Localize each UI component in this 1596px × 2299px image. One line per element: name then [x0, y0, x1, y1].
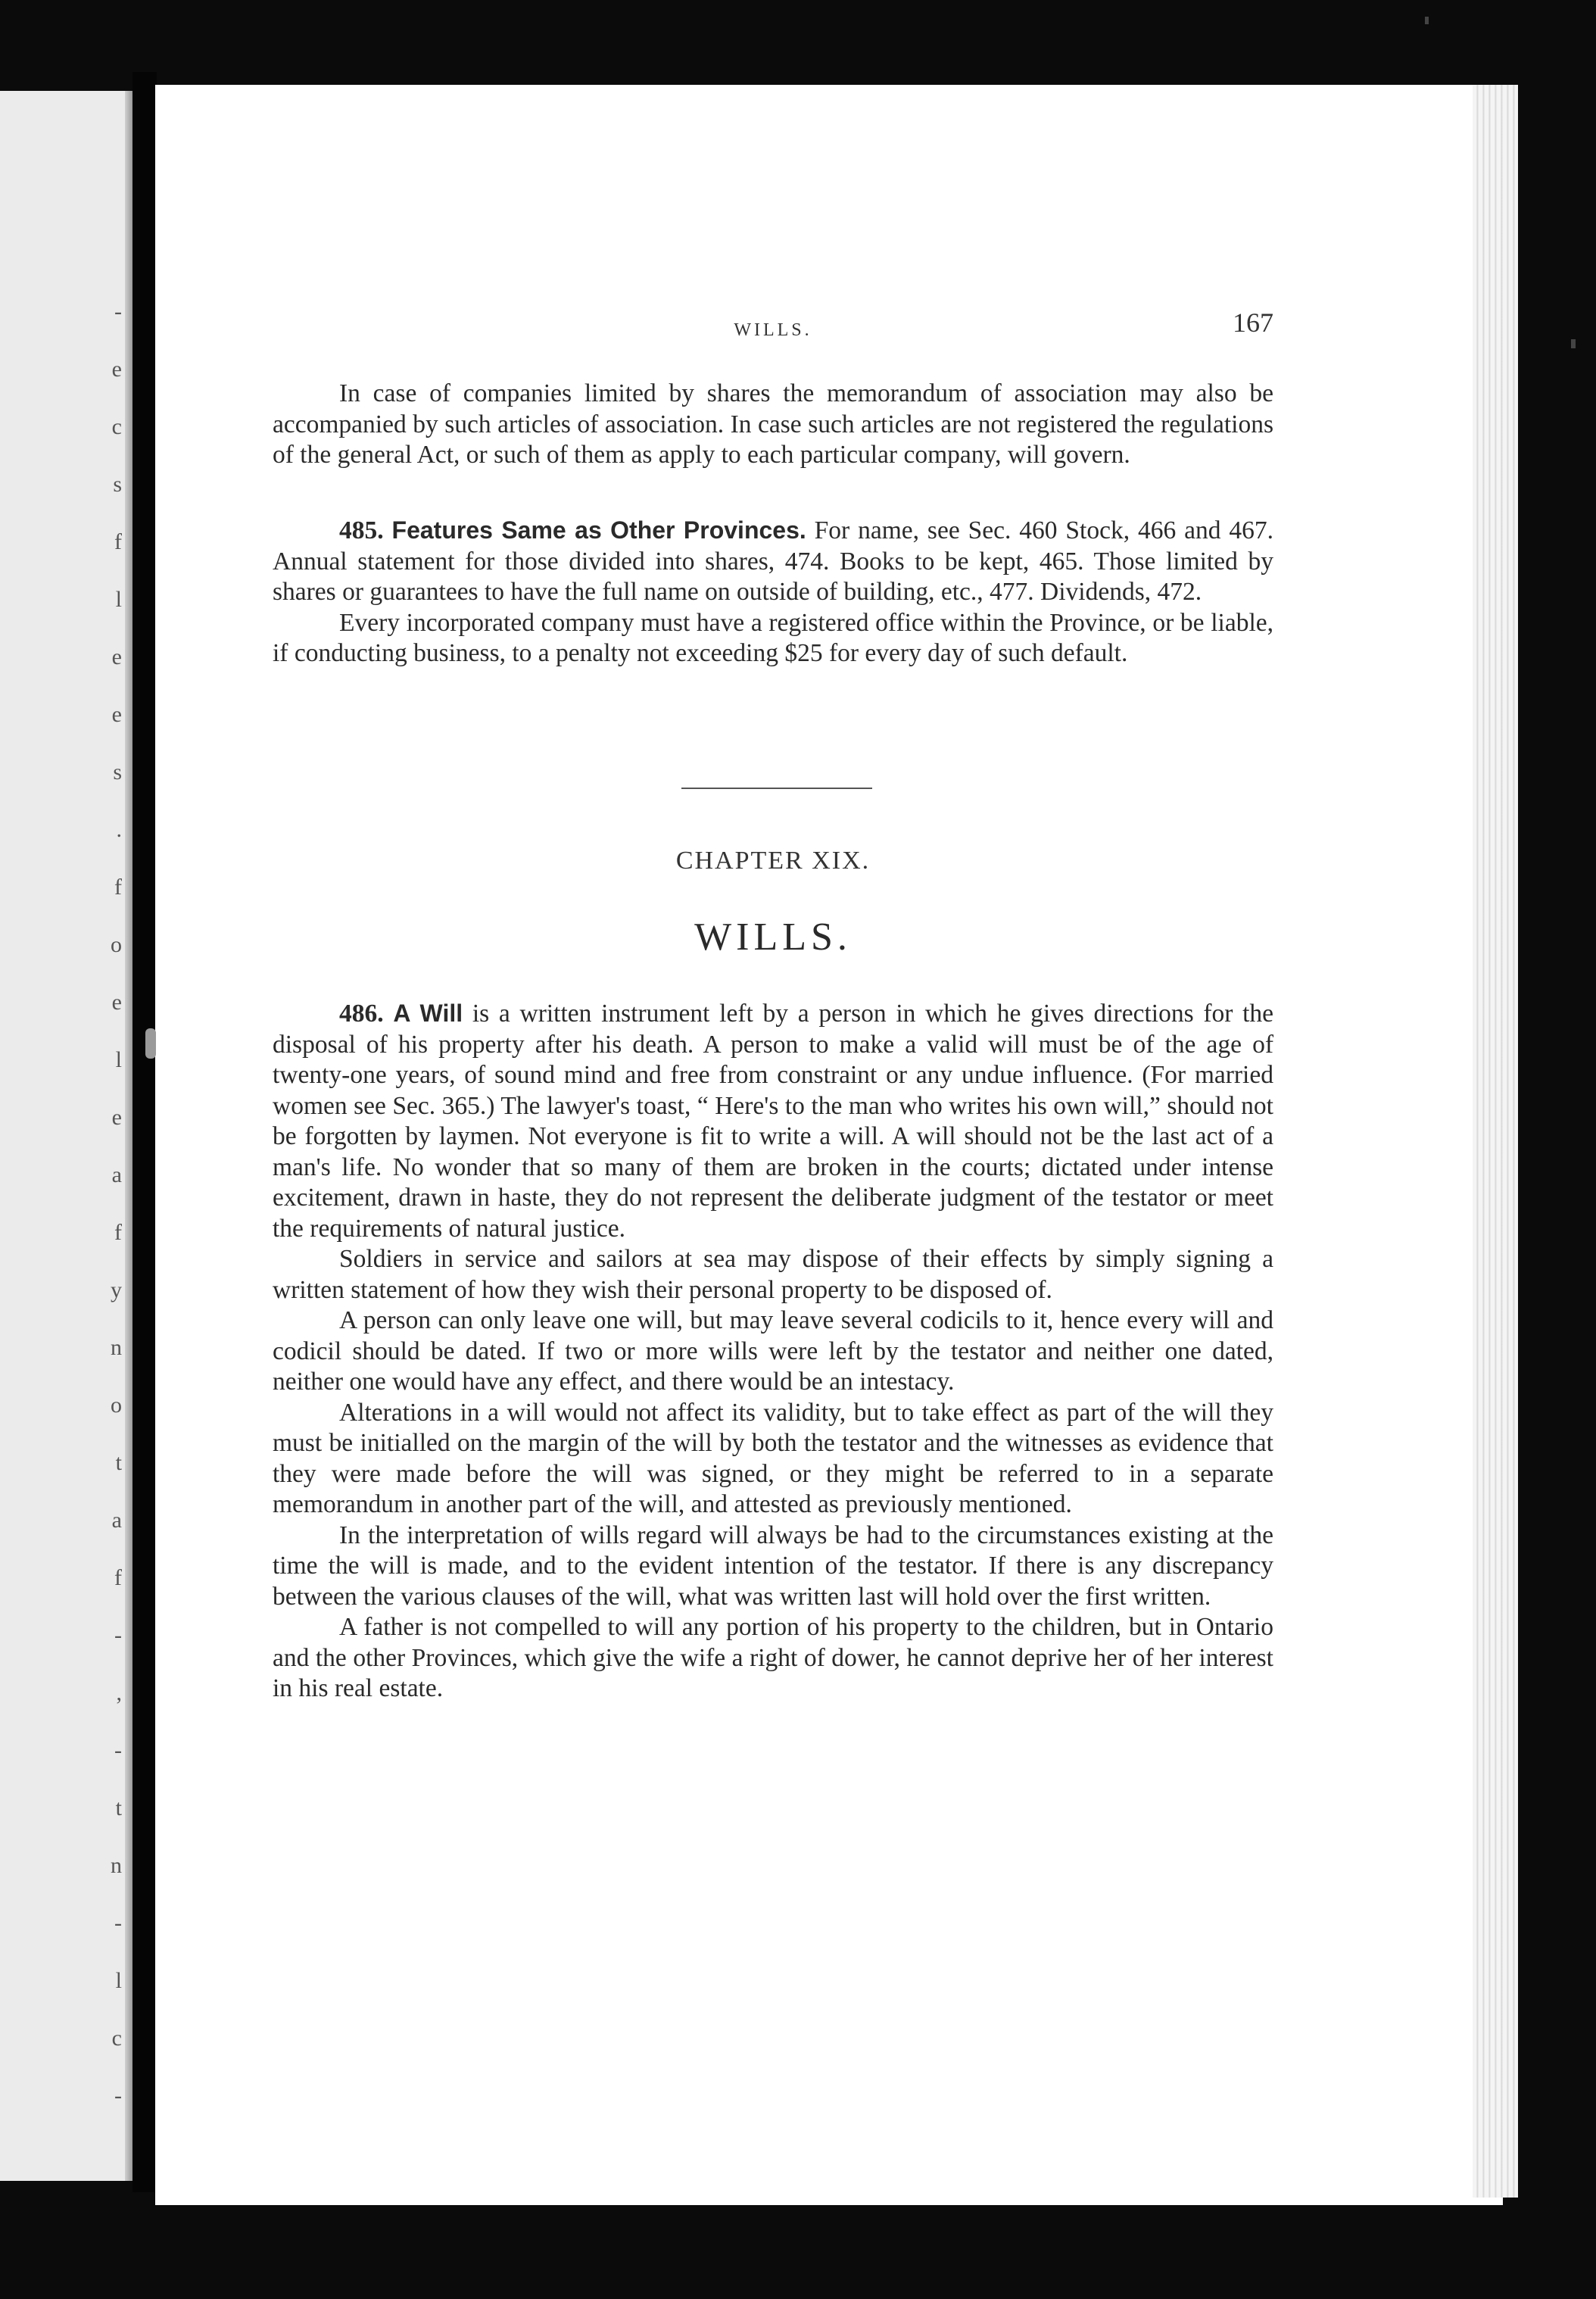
section-486-body: is a written instrument left by a person in which he gives directions for the disposal of his property after his death. A person to make a valid will must be of the age of twenty-one years, of sound mind and free from constraint or any undue influence. (For married women see Sec. 365.) The lawyer's toast, “ Here's to the man who writes his own will,” should not be forgotten by laymen. Not everyone is fit to write a will. A will should not be the last act of a man's life. No wonder that so many of them are broken in the courts; dictated under intense excitement, drawn in haste, they do not represent the deliberate judgment of the testator or meet the requirements of natural justice. [273, 1000, 1274, 1243]
left-page-margin-char: f [114, 875, 122, 900]
left-page-margin-char: n [111, 1335, 122, 1360]
left-page-margin-char: s [113, 760, 122, 785]
left-page-margin-char: e [111, 990, 122, 1015]
left-page-edge [0, 91, 132, 2181]
section-486-heading: A Will [393, 1000, 463, 1027]
left-page-margin-char: - [114, 1911, 122, 1936]
running-title: WILLS. [734, 320, 812, 340]
left-page-margin-char: o [111, 1393, 122, 1418]
scan-speck [1571, 339, 1576, 348]
left-page-margin-char: s [113, 472, 122, 497]
left-page-margin-char: e [111, 1105, 122, 1130]
section-486-paragraph [273, 998, 1273, 1244]
intro-paragraph: In case of companies limited by shares the memorandum of association may also be accompanied by such articles of association. In case such articles are not registered the regulations of the general Act, or such of them as apply to each particular company, will govern. [273, 379, 1273, 469]
section-486-paragraph-3: A person can only leave one will, but may leave several codicils to it, hence every will and codicil should be dated. If two or more wills were left by the testator and neither one dated, neither one would have any effect, and there would be an intestacy. [273, 1306, 1273, 1396]
chapter-title: WILLS. [694, 916, 852, 959]
left-page-margin-char: l [115, 587, 122, 612]
left-page-margin-char: l [115, 1047, 122, 1072]
book-spine [125, 91, 132, 2181]
left-page-margin-char: - [114, 1623, 122, 1648]
left-page-margin-char: - [114, 2083, 122, 2108]
left-page-margin-char: t [115, 1795, 122, 1820]
section-486-paragraph-6: A father is not compelled to will any portion of his property to the children, but in Ontario and the other Provinces, which give the wife a right of dower, he cannot deprive her of her interest in his real estate. [273, 1613, 1273, 1702]
left-page-margin-char: e [111, 702, 122, 727]
section-486-paragraph-4: Alterations in a will would not affect its validity, but to take effect as part of the will they must be initialled on the margin of the will by both the testator and the witnesses as evidence that they were made before the will was signed, or they might be referred to in a separate memorandum in another part of the will, and attested as previously mentioned. [273, 1398, 1273, 1518]
section-485-paragraph-2: Every incorporated company must have a registered office within the Province, or be liable, if conducting business, to a penalty not exceeding $25 for every day of such default. [273, 608, 1273, 667]
section-485-body: For name, see Sec. 460 Stock, 466 and 467. Annual statement for those divided into shares, 474. Books to be kept, 465. Those limited by shares or guarantees to have the full name on outside of building, etc., 477. Dividends, 472. [273, 516, 1274, 606]
left-page-margin-char: y [111, 1277, 122, 1302]
intro-paragraph-block [273, 379, 1273, 471]
left-page-margin-char: a [111, 1162, 122, 1187]
left-page-margin-char: - [114, 299, 122, 324]
section-486-number: 486. [339, 1000, 384, 1028]
section-486-paragraph-5: In the interpretation of wills regard will always be had to the circumstances existing at the time the will is made, and to the evident intention of the testator. If there is any discrepancy between the various clauses of the will, what was written last will hold over the first written. [273, 1521, 1273, 1611]
section-divider-rule [681, 788, 872, 789]
section-485-number: 485. [339, 516, 384, 544]
section-486 [273, 998, 1273, 1705]
page-number: 167 [1233, 307, 1273, 338]
left-page-margin-char: t [115, 1450, 122, 1475]
left-page-margin-char: e [111, 357, 122, 382]
left-page-margin-char: n [111, 1853, 122, 1878]
left-page-margin-char: f [114, 1565, 122, 1590]
left-page-margin-char: c [111, 414, 122, 439]
running-head [273, 307, 1273, 345]
left-page-margin-char: . [116, 817, 122, 842]
section-485-paragraph [273, 515, 1273, 608]
section-485-heading: Features Same as Other Provinces. [391, 516, 806, 544]
left-page-margin-char: , [116, 1680, 122, 1705]
section-485 [273, 515, 1273, 669]
scan-speck [1425, 17, 1429, 24]
left-page-margin-char: o [111, 932, 122, 957]
left-page-margin-char: a [111, 1508, 122, 1533]
left-page-margin-char: c [111, 2026, 122, 2051]
left-page-margin-char: e [111, 644, 122, 669]
page-gutter [132, 72, 157, 2192]
page-stack-edge [1473, 85, 1518, 2198]
left-page-margin-char: - [114, 1738, 122, 1763]
section-486-paragraph-2: Soldiers in service and sailors at sea may dispose of their effects by simply signing a written statement of how they wish their personal property to be disposed of. [273, 1245, 1273, 1304]
page-smudge [145, 1028, 156, 1059]
left-page-margin-char: f [114, 529, 122, 554]
left-page-margin-char: f [114, 1220, 122, 1245]
chapter-label: CHAPTER XIX. [675, 847, 871, 875]
left-page-margin-char: l [115, 1968, 122, 1993]
